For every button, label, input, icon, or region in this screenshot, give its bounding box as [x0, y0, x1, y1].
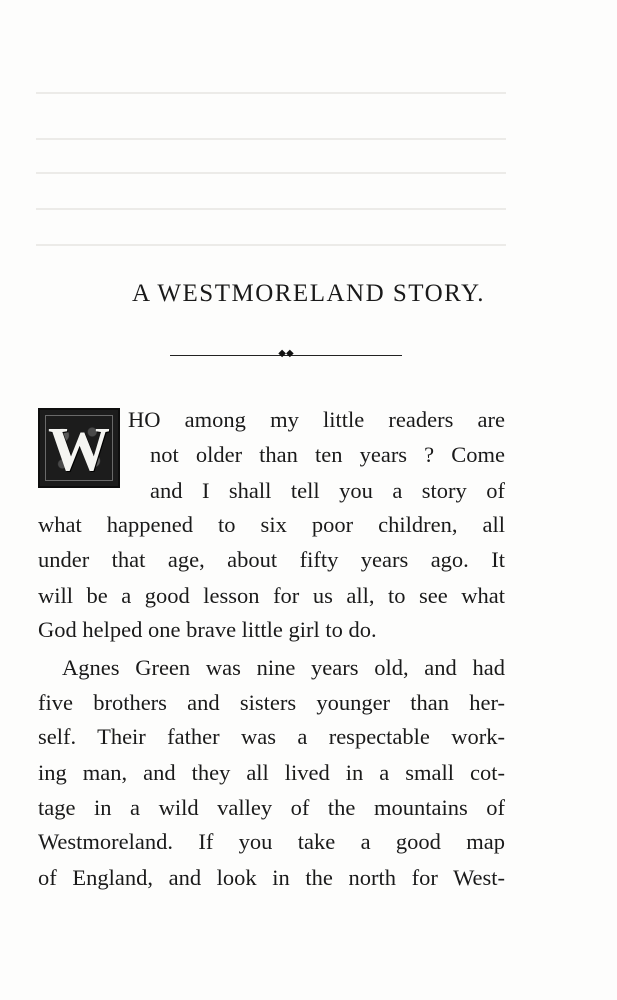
text-line: self. Their father was a respectable work- [38, 724, 505, 749]
text-line: of England, and look in the north for West- [38, 865, 505, 890]
bleed-through-line [36, 244, 506, 246]
text-line: ing man, and they all lived in a small cot- [38, 760, 505, 785]
bleed-through-line [36, 172, 506, 174]
text-line: Agnes Green was nine years old, and had [62, 655, 505, 680]
text-line: not older than ten years ? Come [150, 442, 505, 467]
chapter-title: A WESTMORELAND STORY. [131, 280, 486, 307]
text-line: God helped one brave little girl to do. [38, 617, 377, 642]
text-line: what happened to six poor children, all [38, 512, 505, 537]
text-line: and I shall tell you a story of [150, 478, 505, 503]
divider-ornament-icon: ◆◆ [278, 348, 294, 359]
text-line: HO among my little readers are [128, 407, 505, 432]
text-line: Westmoreland. If you take a good map [38, 829, 505, 854]
bleed-through-line [36, 208, 506, 210]
text-line: five brothers and sisters younger than her- [38, 690, 505, 715]
drop-cap-box [38, 408, 120, 488]
text-line: tage in a wild valley of the mountains of [38, 795, 505, 820]
bleed-through-line [36, 138, 506, 140]
bleed-through-line [36, 92, 506, 94]
drop-cap-letter: W [48, 416, 110, 484]
text-line: under that age, about fifty years ago. It [38, 547, 505, 572]
text-line: will be a good lesson for us all, to see what [38, 583, 505, 608]
